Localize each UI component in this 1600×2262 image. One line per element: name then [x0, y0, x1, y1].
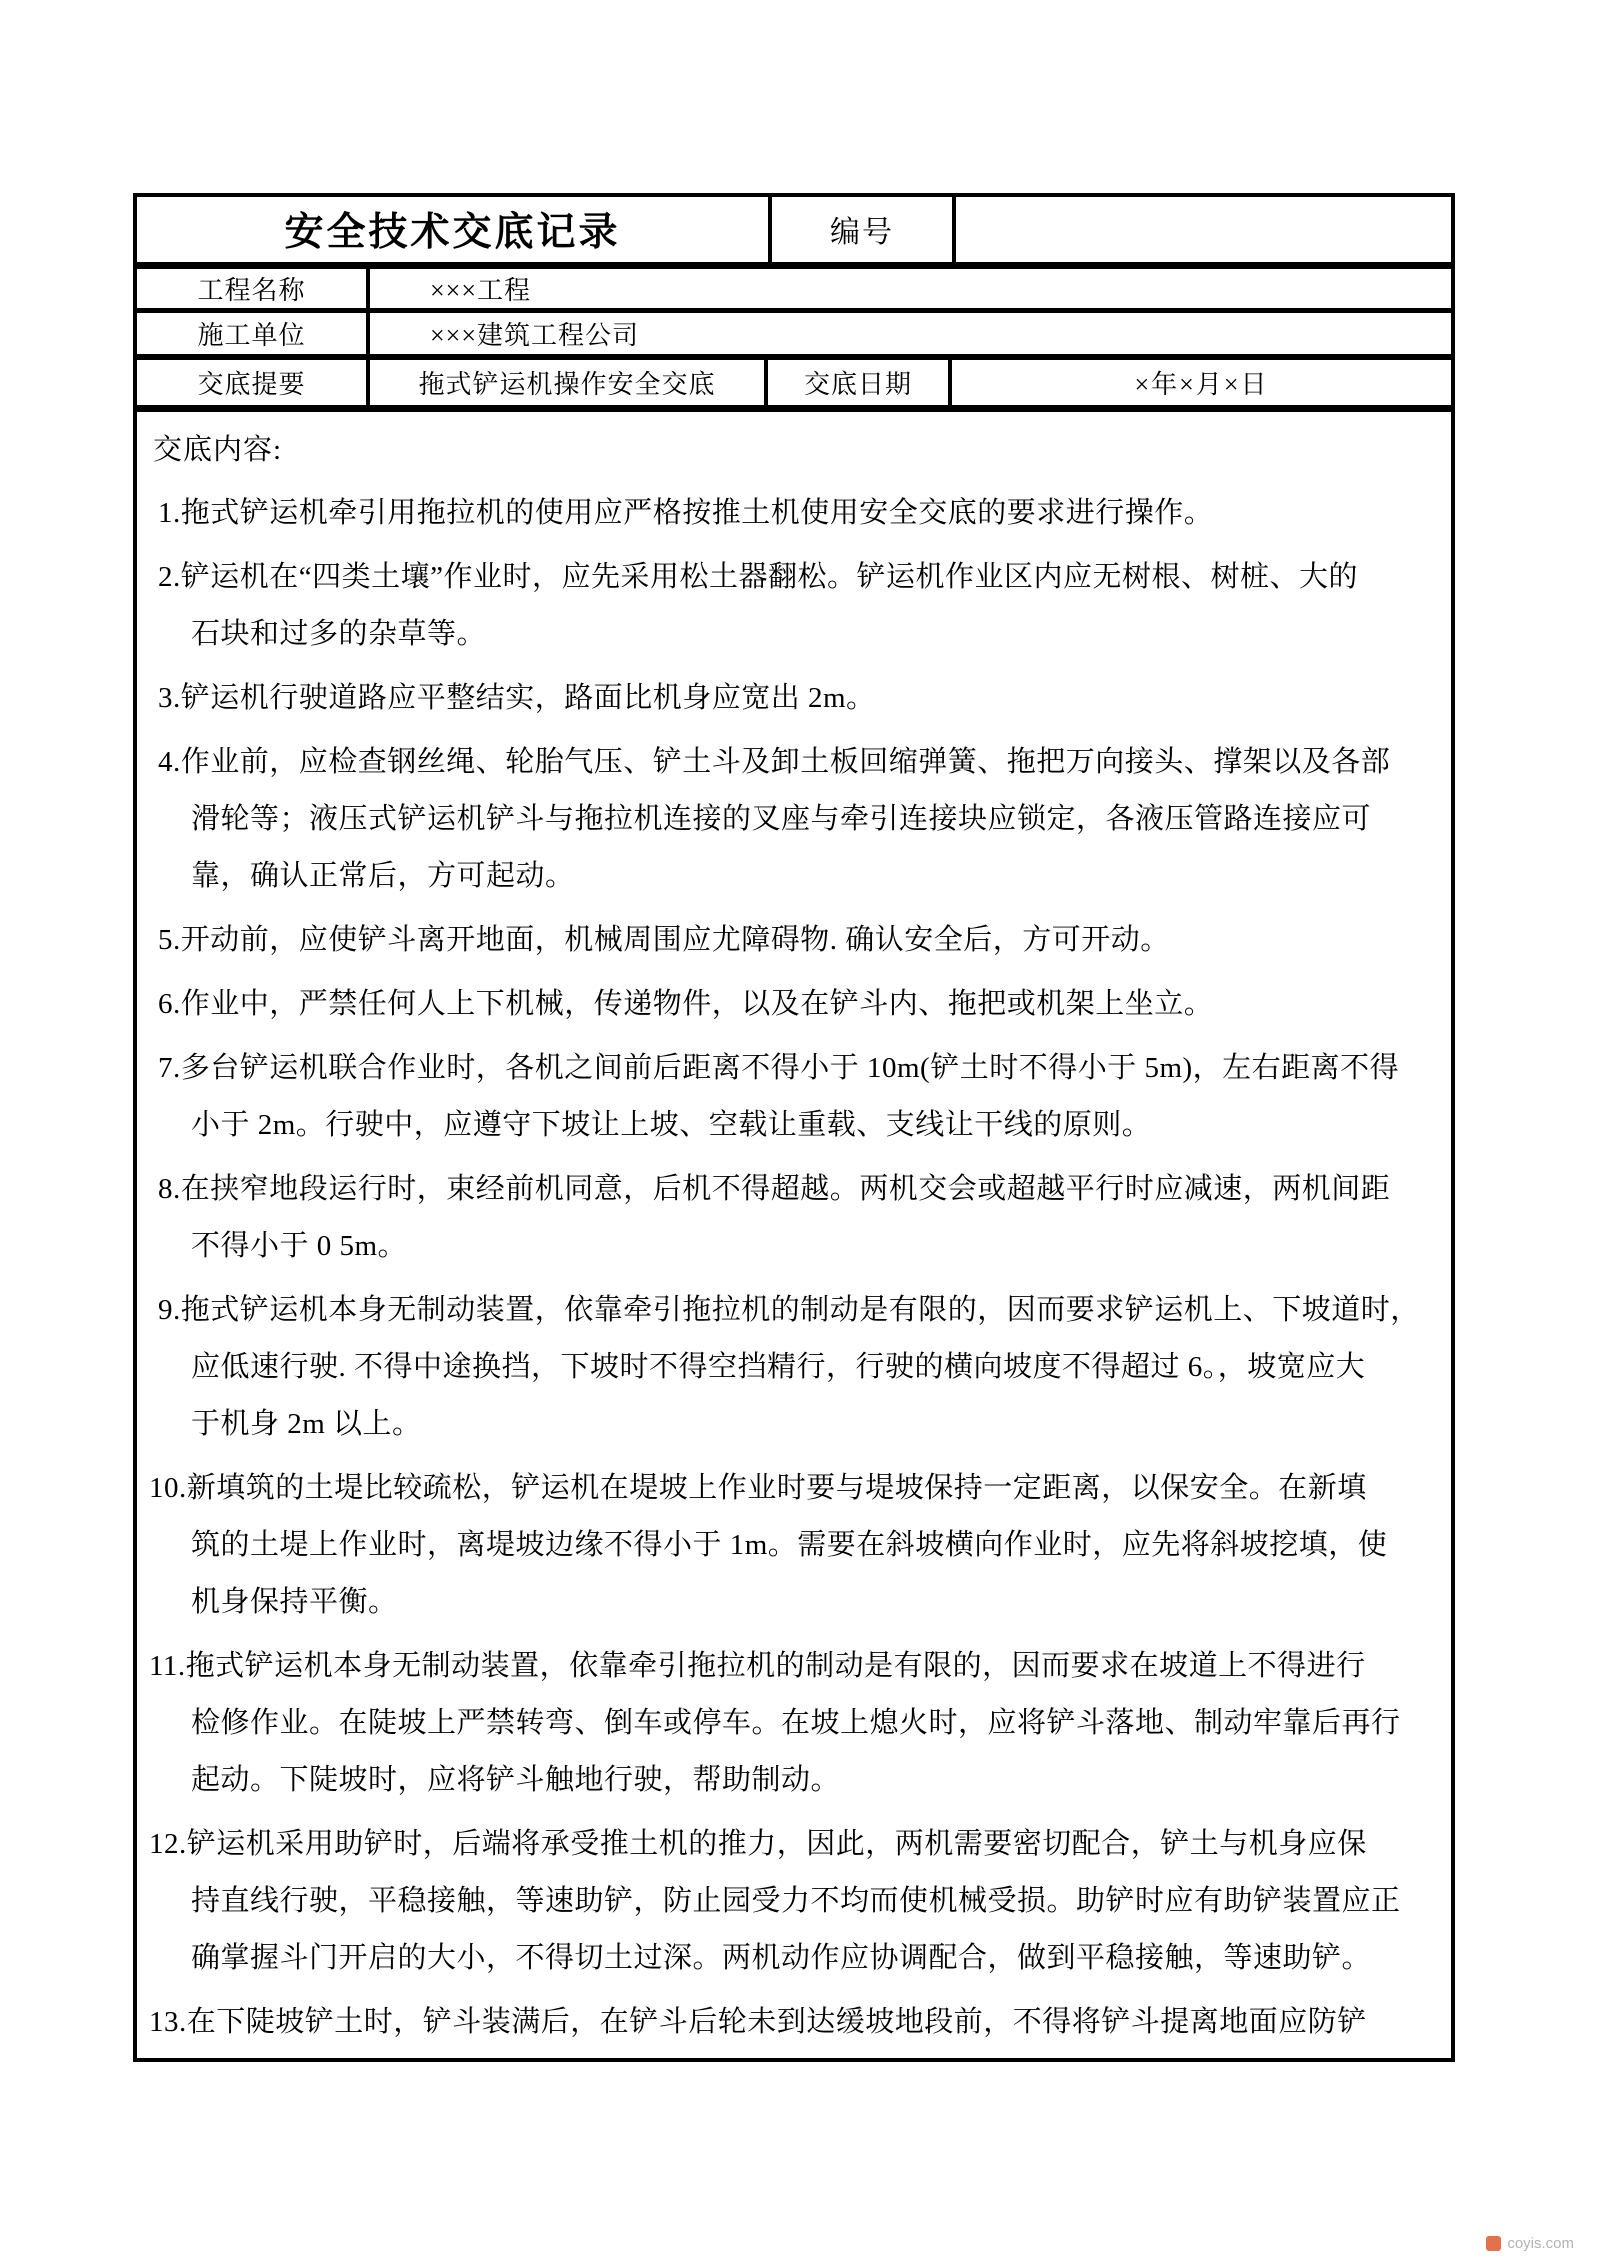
content-line: 9.拖式铲运机本身无制动装置，依靠牵引拖拉机的制动是有限的，因而要求铲运机上、下坡道时，	[158, 1294, 1420, 1326]
project-row	[137, 269, 1451, 314]
company-row	[137, 313, 1451, 359]
content-item	[149, 1638, 1437, 1809]
project-name-label: 工程名称	[137, 269, 370, 309]
content-line: 检修作业。在陡坡上严禁转弯、倒车或停车。在坡上熄火时，应将铲斗落地、制动牢靠后再行	[191, 1707, 1401, 1739]
content-item	[149, 1161, 1437, 1275]
project-name-value: ×××工程	[430, 275, 531, 305]
header-row	[137, 197, 1451, 269]
content-item	[149, 734, 1437, 905]
content-line: 不得小于 0 5m。	[191, 1230, 408, 1262]
content-item	[149, 549, 1437, 663]
content-line: 3.铲运机行驶道路应平整结实，路面比机身应宽出 2m。	[158, 682, 876, 714]
content-line: 起动。下陡坡时，应将铲斗触地行驶，帮助制动。	[191, 1764, 841, 1796]
content-line: 10.新填筑的土堤比较疏松，铲运机在堤坡上作业时要与堤坡保持一定距离，以保安全。在新填	[149, 1472, 1367, 1504]
watermark-text: coyis.com	[1507, 2235, 1574, 2252]
content-line: 13.在下陡坡铲土时，铲斗装满后，在铲斗后轮未到达缓坡地段前，不得将铲斗提离地面应防铲	[149, 2006, 1367, 2038]
content-line: 滑轮等；液压式铲运机铲斗与拖拉机连接的叉座与牵引连接块应锁定，各液压管路连接应可	[191, 803, 1372, 835]
content-line: 小于 2m。行驶中，应遵守下坡让上坡、空载让重载、支线让干线的原则。	[191, 1109, 1152, 1141]
disclosure-summary-value: 拖式铲运机操作安全交底	[370, 360, 768, 405]
disclosure-content	[137, 412, 1451, 2058]
content-row	[137, 412, 1451, 2058]
content-line: 12.铲运机采用助铲时，后端将承受推土机的推力，因此，两机需要密切配合，铲土与机身应保	[149, 1828, 1367, 1860]
content-line: 确掌握斗门开启的大小，不得切土过深。两机动作应协调配合，做到平稳接触，等速助铲。	[191, 1942, 1372, 1974]
disclosure-summary-label: 交底提要	[137, 360, 370, 405]
number-value	[956, 197, 1451, 262]
summary-row	[137, 360, 1451, 412]
safety-disclosure-table	[133, 193, 1455, 2062]
content-item	[149, 976, 1437, 1033]
content-line: 机身保持平衡。	[191, 1586, 398, 1618]
watermark	[1486, 2235, 1574, 2252]
content-line: 持直线行驶，平稳接触，等速助铲，防止园受力不均而使机械受损。助铲时应有助铲装置应正	[191, 1885, 1401, 1917]
content-line: 4.作业前，应检查钢丝绳、轮胎气压、铲土斗及卸土板回缩弹簧、拖把万向接头、撑架以及各部	[158, 746, 1391, 778]
content-heading: 交底内容:	[153, 434, 283, 466]
content-line: 石块和过多的杂草等。	[191, 618, 487, 650]
content-line: 应低速行驶. 不得中途换挡，下坡时不得空挡精行，行驶的横向坡度不得超过 6。，坡宽应大	[191, 1351, 1366, 1383]
content-item	[149, 1460, 1437, 1631]
disclosure-date-value: ×年×月×日	[1134, 369, 1269, 399]
content-item	[149, 1040, 1437, 1154]
document-title: 安全技术交底记录	[137, 197, 772, 262]
content-item	[149, 485, 1437, 542]
content-line: 2.铲运机在“四类土壤”作业时，应先采用松土器翻松。铲运机作业区内应无树根、树桩、大的	[158, 561, 1358, 593]
watermark-logo-icon	[1486, 2236, 1501, 2251]
content-line: 于机身 2m 以上。	[191, 1408, 422, 1440]
content-line: 靠，确认正常后，方可起动。	[191, 860, 575, 892]
content-line: 筑的土堤上作业时，离堤坡边缘不得小于 1m。需要在斜坡横向作业时，应先将斜坡挖填，使	[191, 1529, 1388, 1561]
content-items	[149, 485, 1437, 2051]
content-item	[149, 1816, 1437, 1987]
content-item	[149, 670, 1437, 727]
content-line: 5.开动前，应使铲斗离开地面，机械周围应尤障碍物. 确认安全后，方可开动。	[158, 924, 1170, 956]
construction-unit-value: ×××建筑工程公司	[430, 320, 639, 350]
content-line: 8.在挟窄地段运行时，束经前机同意，后机不得超越。两机交会或超越平行时应减速，两机间距	[158, 1173, 1391, 1205]
construction-unit-label: 施工单位	[137, 313, 370, 353]
number-label: 编号	[772, 197, 956, 262]
content-line: 11.拖式铲运机本身无制动装置，依靠牵引拖拉机的制动是有限的，因而要求在坡道上不得进行	[149, 1650, 1366, 1682]
content-line: 1.拖式铲运机牵引用拖拉机的使用应严格按推土机使用安全交底的要求进行操作。	[158, 497, 1214, 529]
disclosure-date-label: 交底日期	[768, 360, 952, 405]
content-line: 7.多台铲运机联合作业时，各机之间前后距离不得小于 10m(铲土时不得小于 5m)，左右距离不得	[158, 1052, 1400, 1084]
content-line: 6.作业中，严禁任何人上下机械，传递物件，以及在铲斗内、拖把或机架上坐立。	[158, 988, 1214, 1020]
content-item	[149, 1282, 1437, 1453]
content-item	[149, 912, 1437, 969]
content-item	[149, 1994, 1437, 2051]
